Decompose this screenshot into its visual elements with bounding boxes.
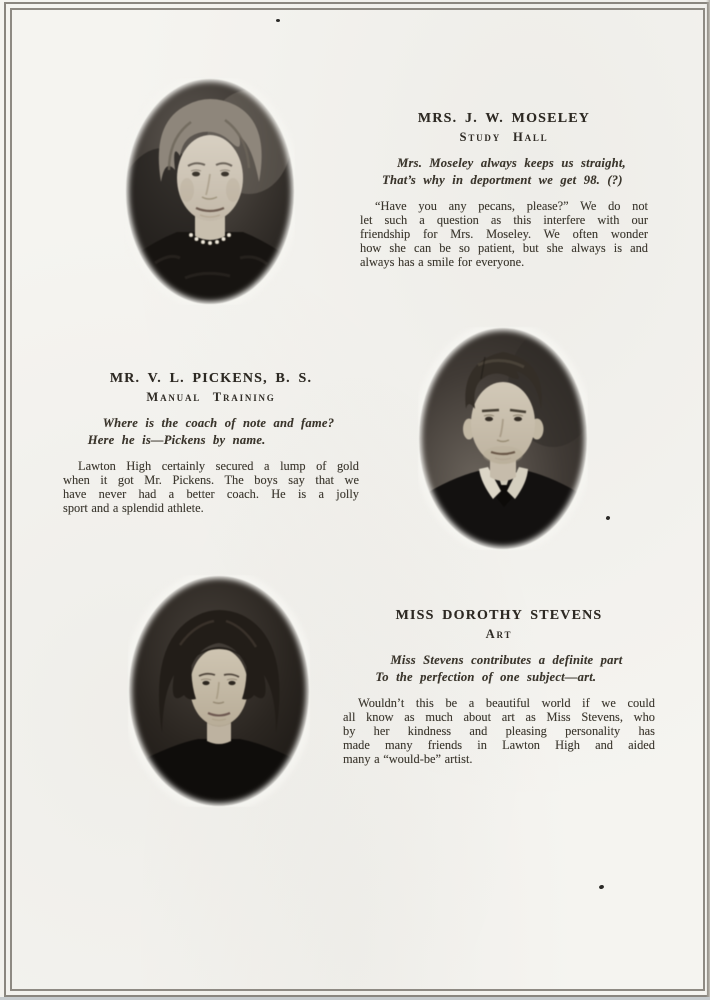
faculty-subject-moseley: Study Hall	[459, 130, 549, 144]
verse-line: Miss Stevens contributes a definite part	[390, 653, 623, 667]
pickens-oval-photo	[418, 327, 588, 550]
portrait-photo-pickens	[418, 327, 588, 550]
faculty-name-pickens: MR. V. L. PICKENS, B. S.	[109, 371, 313, 386]
moseley-oval-photo	[125, 78, 295, 305]
faculty-subject-pickens: Manual Training	[146, 390, 276, 404]
body-line: sport and a splendid athlete.	[63, 500, 204, 515]
body-line: Lawton High certainly secured a lump of gold	[78, 458, 359, 473]
description-moseley	[360, 199, 648, 269]
body-line: let such a question as this interfere with our	[360, 212, 648, 227]
verse-stevens	[343, 652, 655, 686]
verse-line: Where is the coach of note and fame?	[102, 416, 335, 430]
verse-line: To the perfection of one subject—art.	[375, 669, 597, 684]
dust-speck	[276, 19, 280, 22]
body-line: how she can be so patient, but she always is and	[360, 240, 648, 255]
body-line: by her kindness and pleasing personality has	[343, 723, 655, 738]
description-stevens	[343, 696, 655, 766]
body-line: “Have you any pecans, please?” We do not	[375, 198, 648, 213]
portrait-photo-stevens	[128, 575, 310, 807]
entry-text-stevens	[343, 608, 655, 766]
dust-speck	[599, 884, 605, 889]
description-pickens	[63, 459, 359, 515]
body-line: friendship for Mrs. Moseley. We often wonder	[360, 226, 648, 241]
verse-block	[376, 652, 623, 685]
stevens-oval-photo	[128, 575, 310, 807]
entry-text-moseley	[360, 111, 648, 269]
faculty-subject-stevens: Art	[485, 627, 513, 641]
body-line: many a “would-be” artist.	[343, 751, 473, 766]
scan-edge-shadow	[706, 0, 710, 1000]
body-line: all know as much about art as Miss Stevens, who	[343, 709, 655, 724]
verse-pickens	[63, 415, 359, 449]
faculty-name-moseley: MRS. J. W. MOSELEY	[417, 111, 591, 126]
dust-speck	[605, 515, 610, 520]
body-line: made many friends in Lawton High and aided	[343, 737, 655, 752]
verse-block	[382, 155, 626, 188]
portrait-photo-moseley	[125, 78, 295, 305]
body-line: when it got Mr. Pickens. The boys say that we	[63, 472, 359, 487]
verse-block	[88, 415, 334, 448]
body-line: Wouldn’t this be a beautiful world if we could	[358, 695, 655, 710]
faculty-name-stevens: MISS DOROTHY STEVENS	[395, 608, 603, 623]
verse-moseley	[360, 155, 648, 189]
body-line: have never had a better coach. He is a jolly	[63, 486, 359, 501]
verse-line: That’s why in deportment we get 98. (?)	[382, 172, 623, 187]
verse-line: Here he is—Pickens by name.	[87, 432, 266, 447]
entry-text-pickens	[63, 371, 359, 515]
body-line: always has a smile for everyone.	[360, 254, 525, 269]
verse-line: Mrs. Moseley always keeps us straight,	[397, 156, 626, 170]
